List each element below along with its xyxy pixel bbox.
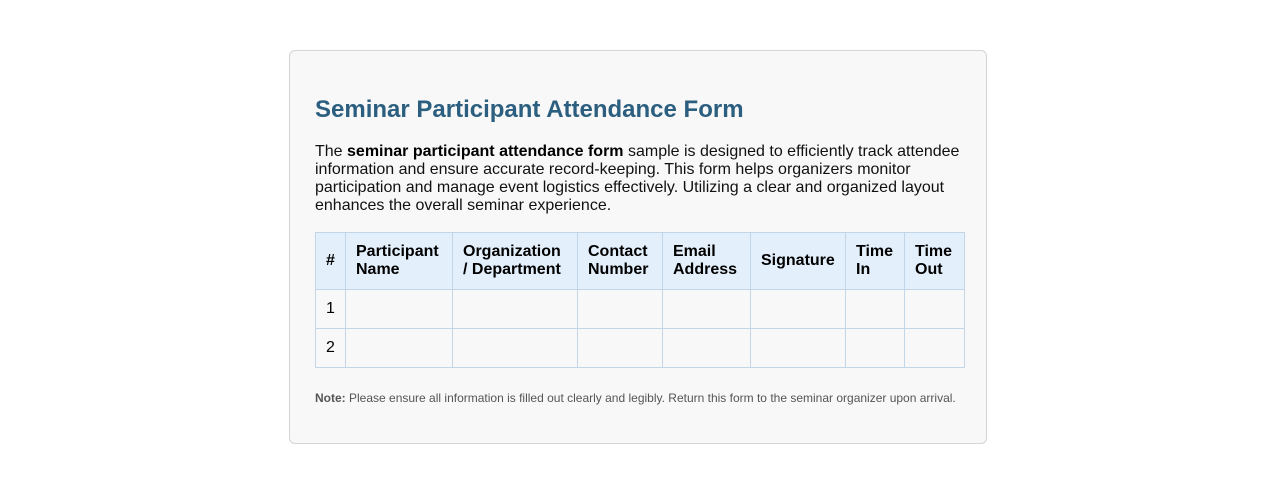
header-time-out: Time Out [905, 233, 965, 290]
header-number: # [316, 233, 346, 290]
attendance-table [315, 232, 965, 368]
header-time-in: Time In [846, 233, 905, 290]
row-number: 2 [316, 329, 346, 368]
contact-number-cell[interactable] [578, 329, 663, 368]
table-row [316, 329, 965, 368]
header-email-address: Email Address [663, 233, 751, 290]
intro-suffix: sample is designed to efficiently track attendee information and ensure accurate record-keeping. This form helps organizers monitor participation and manage event logistics effectively. Utilizing a clear and organized layout enhances the overall seminar experience. [315, 143, 960, 214]
intro-paragraph [315, 143, 970, 215]
organization-cell[interactable] [453, 290, 578, 329]
header-signature: Signature [751, 233, 846, 290]
table-row [316, 290, 965, 329]
intro-prefix: The [315, 143, 348, 160]
organization-cell[interactable] [453, 329, 578, 368]
participant-name-cell[interactable] [346, 290, 453, 329]
signature-cell[interactable] [751, 329, 846, 368]
contact-number-cell[interactable] [578, 290, 663, 329]
table-header-row [316, 233, 965, 290]
header-contact-number: Contact Number [578, 233, 663, 290]
page-title: Seminar Participant Attendance Form [315, 96, 744, 123]
note-text: Please ensure all information is filled out clearly and legibly. Return this form to the seminar organizer upon arrival. [345, 391, 956, 405]
intro-bold: seminar participant attendance form [347, 143, 624, 160]
note-label: Note: [315, 391, 346, 405]
footer-note [315, 391, 965, 406]
time-out-cell[interactable] [905, 329, 965, 368]
header-organization: Organization / Department [453, 233, 578, 290]
email-address-cell[interactable] [663, 329, 751, 368]
signature-cell[interactable] [751, 290, 846, 329]
time-in-cell[interactable] [846, 329, 905, 368]
row-number: 1 [316, 290, 346, 329]
participant-name-cell[interactable] [346, 329, 453, 368]
email-address-cell[interactable] [663, 290, 751, 329]
header-participant-name: Participant Name [346, 233, 453, 290]
time-out-cell[interactable] [905, 290, 965, 329]
form-card [289, 50, 987, 444]
time-in-cell[interactable] [846, 290, 905, 329]
